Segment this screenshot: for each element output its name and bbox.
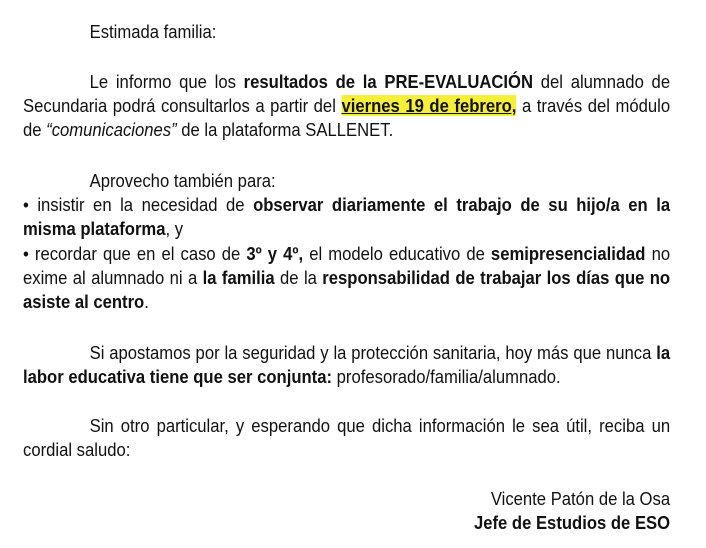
text: el modelo educativo de bbox=[303, 243, 491, 264]
signature-name: Vicente Patón de la Osa bbox=[490, 488, 671, 509]
bold-text: semipresencialidad bbox=[490, 243, 646, 264]
text: de la plataforma SALLENET. bbox=[176, 119, 394, 140]
bullet-item-observe bbox=[23, 193, 670, 241]
bullet-item-remember bbox=[23, 242, 670, 314]
text: Si apostamos por la seguridad y la protección sanitaria, hoy más que nunca bbox=[89, 342, 657, 363]
text: a través del módulo de bbox=[23, 95, 671, 140]
paragraph-security bbox=[23, 341, 670, 389]
greeting: Estimada familia: bbox=[89, 21, 217, 42]
highlighted-date: viernes 19 de febrero, bbox=[341, 95, 517, 116]
bold-text: 3º y 4º, bbox=[246, 243, 304, 264]
text: de la bbox=[274, 267, 323, 288]
paragraph-intro: Aprovecho también para: bbox=[89, 170, 276, 191]
text: del alumnado de Secundaria podrá consultarlos a partir del bbox=[23, 71, 671, 116]
bold-text: responsabilidad de trabajar los días que no asiste al centro bbox=[23, 267, 671, 312]
paragraph-closing: Sin otro particular, y esperando que dicha información le sea útil, reciba un cordial saludo: bbox=[23, 415, 671, 460]
signature-role: Jefe de Estudios de ESO bbox=[473, 512, 671, 533]
bold-text: la familia bbox=[202, 267, 275, 288]
text: . bbox=[144, 291, 149, 312]
text: profesorado/familia/alumnado. bbox=[332, 366, 561, 387]
module-name: “comunicaciones” bbox=[46, 119, 177, 140]
pre-evaluation-results: resultados de la PRE-EVALUACIÓN bbox=[243, 71, 534, 92]
bold-text: observar diariamente el trabajo de su hijo/a en la misma plataforma bbox=[23, 194, 671, 239]
text: • recordar que en el caso de bbox=[23, 243, 247, 264]
text: , y bbox=[165, 218, 184, 239]
text: no exime al alumnado ni a bbox=[23, 243, 671, 288]
text: Le informo que los bbox=[89, 71, 244, 92]
paragraph-pre-evaluation bbox=[23, 70, 670, 142]
text: • insistir en la necesidad de bbox=[23, 194, 254, 215]
bold-text: la labor educativa tiene que ser conjunta: bbox=[23, 342, 671, 387]
